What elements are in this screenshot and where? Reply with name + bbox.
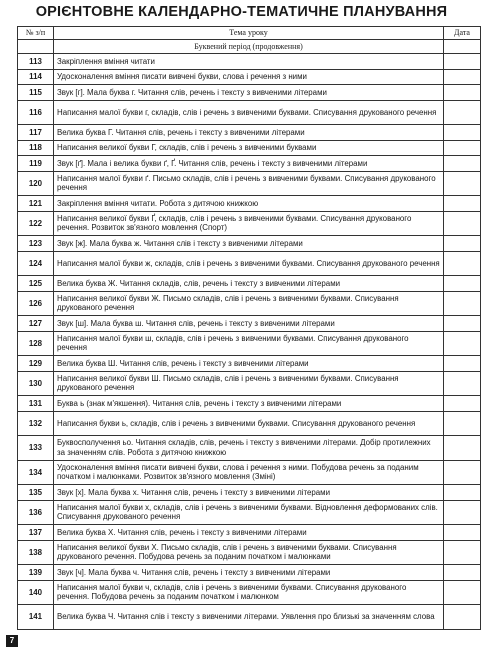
table-row [18, 54, 481, 70]
row-date[interactable] [444, 69, 481, 85]
row-date[interactable] [444, 316, 481, 332]
row-topic: Звук [ч]. Мала буква ч. Читання слів, речень і тексту з вивченими літерами [54, 565, 444, 581]
row-topic: Велика буква Ж. Читання складів, слів, речень і тексту з вивченими літерами [54, 276, 444, 292]
row-topic: Написання великої букви Ґ, складів, слів і речень з вивченими буквами. Списування друкованого речення. Розвиток зв'язного мовлення (Спорт) [54, 211, 444, 236]
row-date[interactable] [444, 411, 481, 436]
row-date[interactable] [444, 565, 481, 581]
col-header-topic: Тема уроку [54, 27, 444, 40]
table-row [18, 525, 481, 541]
table-row [18, 396, 481, 412]
row-number: 136 [18, 500, 54, 525]
row-topic: Велика буква Х. Читання слів, речень і тексту з вивченими літерами [54, 525, 444, 541]
row-date[interactable] [444, 236, 481, 252]
section-title: Буквений період (продовження) [54, 40, 444, 54]
row-date[interactable] [444, 211, 481, 236]
row-date[interactable] [444, 140, 481, 156]
row-date[interactable] [444, 100, 481, 125]
row-date[interactable] [444, 276, 481, 292]
row-topic: Велика буква Ш. Читання слів, речень і тексту з вивченими літерами [54, 356, 444, 372]
table-row [18, 331, 481, 356]
row-topic: Написання малої букви ж, складів, слів і речень з вивченими буквами. Списування друкованого речення [54, 251, 444, 276]
row-date[interactable] [444, 196, 481, 212]
row-date[interactable] [444, 580, 481, 605]
table-row [18, 565, 481, 581]
table-row [18, 316, 481, 332]
col-header-date: Дата [444, 27, 481, 40]
row-topic: Написання великої букви Ш. Письмо складів, слів і речень з вивченими буквами. Списування друкованого речення [54, 371, 444, 396]
row-number: 114 [18, 69, 54, 85]
row-date[interactable] [444, 291, 481, 316]
row-number: 123 [18, 236, 54, 252]
row-topic: Написання великої букви Ж. Письмо складів, слів і речень з вивченими буквами. Списування друкованого речення [54, 291, 444, 316]
table-row [18, 276, 481, 292]
table-row [18, 140, 481, 156]
row-number: 129 [18, 356, 54, 372]
row-number: 140 [18, 580, 54, 605]
table-row [18, 85, 481, 101]
row-topic: Буква ь (знак м'якшення). Читання слів, речень і тексту з вивченими літерами [54, 396, 444, 412]
section-row [18, 40, 481, 54]
row-number: 116 [18, 100, 54, 125]
page-title: ОРІЄНТОВНЕ КАЛЕНДАРНО-ТЕМАТИЧНЕ ПЛАНУВАННЯ [35, 4, 448, 20]
row-number: 118 [18, 140, 54, 156]
row-topic: Звук [ш]. Мала буква ш. Читання слів, речень і тексту з вивченими літерами [54, 316, 444, 332]
row-topic: Написання великої букви Х. Письмо складів, слів і речень з вивченими буквами. Списування друкованого речення. Побудова речень за поданим початком і малюнками [54, 540, 444, 565]
planning-table [17, 26, 481, 630]
row-topic: Написання малої букви х, складів, слів і речень з вивченими буквами. Відновлення деформованих слів. Списування друкованого речення [54, 500, 444, 525]
row-number: 137 [18, 525, 54, 541]
row-number: 141 [18, 605, 54, 630]
row-date[interactable] [444, 54, 481, 70]
row-topic: Написання букви ь, складів, слів і речень з вивченими буквами. Списування друкованого речення [54, 411, 444, 436]
table-row [18, 125, 481, 141]
row-number: 130 [18, 371, 54, 396]
table-row [18, 100, 481, 125]
page-number: 7 [6, 635, 18, 647]
row-number: 120 [18, 171, 54, 196]
row-date[interactable] [444, 436, 481, 461]
row-number: 139 [18, 565, 54, 581]
row-number: 121 [18, 196, 54, 212]
table-row [18, 171, 481, 196]
table-row [18, 460, 481, 485]
row-topic: Звук [ґ]. Мала і велика букви ґ, Ґ. Читання слів, речень і тексту з вивченими літерами [54, 156, 444, 172]
row-date[interactable] [444, 460, 481, 485]
row-topic: Буквосполучення ьо. Читання складів, слів, речень і тексту з вивченими літерами. Добір протилежних за значенням слів. Робота з дитячою книжкою [54, 436, 444, 461]
row-date[interactable] [444, 540, 481, 565]
row-number: 132 [18, 411, 54, 436]
row-date[interactable] [444, 171, 481, 196]
section-spacer [18, 40, 54, 54]
table-row [18, 580, 481, 605]
row-date[interactable] [444, 251, 481, 276]
table-row [18, 605, 481, 630]
row-topic: Написання малої букви ґ. Письмо складів, слів і речень з вивченими буквами. Списування друкованого речення [54, 171, 444, 196]
row-number: 133 [18, 436, 54, 461]
row-topic: Закріплення вміння читати. Робота з дитячою книжкою [54, 196, 444, 212]
row-date[interactable] [444, 356, 481, 372]
row-number: 122 [18, 211, 54, 236]
table-row [18, 211, 481, 236]
section-date [444, 40, 481, 54]
row-date[interactable] [444, 85, 481, 101]
row-number: 113 [18, 54, 54, 70]
row-date[interactable] [444, 371, 481, 396]
table-row [18, 69, 481, 85]
col-header-num: № з/п [18, 27, 54, 40]
row-number: 124 [18, 251, 54, 276]
row-number: 126 [18, 291, 54, 316]
row-date[interactable] [444, 485, 481, 501]
table-header-row [18, 27, 481, 40]
row-date[interactable] [444, 605, 481, 630]
row-number: 127 [18, 316, 54, 332]
row-date[interactable] [444, 500, 481, 525]
row-topic: Удосконалення вміння писати вивчені букви, слова і речення з ними. Побудова речень за поданим початком і малюнками. Розвиток зв'язного мовлення (Зміні) [54, 460, 444, 485]
table-row [18, 291, 481, 316]
row-topic: Написання малої букви ч, складів, слів і речень з вивченими буквами. Списування друкованого речення. Побудова речень за поданим початком і малюнком [54, 580, 444, 605]
table-row [18, 371, 481, 396]
table-row [18, 436, 481, 461]
row-topic: Велика буква Ч. Читання слів і тексту з вивченими літерами. Уявлення про близькі за значенням слова [54, 605, 444, 630]
row-topic: Написання малої букви ш, складів, слів і речень з вивченими буквами. Списування друкованого речення [54, 331, 444, 356]
row-number: 125 [18, 276, 54, 292]
row-number: 119 [18, 156, 54, 172]
row-topic: Закріплення вміння читати [54, 54, 444, 70]
row-topic: Велика буква Г. Читання слів, речень і тексту з вивченими літерами [54, 125, 444, 141]
table-row [18, 236, 481, 252]
row-number: 128 [18, 331, 54, 356]
row-topic: Написання великої букви Г, складів, слів і речень з вивченими буквами [54, 140, 444, 156]
row-topic: Удосконалення вміння писати вивчені букви, слова і речення з ними [54, 69, 444, 85]
row-date[interactable] [444, 396, 481, 412]
row-topic: Звук [ж]. Мала буква ж. Читання слів і тексту з вивченими літерами [54, 236, 444, 252]
row-date[interactable] [444, 331, 481, 356]
row-topic: Написання малої букви г, складів, слів і речень з вивченими буквами. Списування друкованого речення [54, 100, 444, 125]
row-number: 131 [18, 396, 54, 412]
table-row [18, 196, 481, 212]
table-row [18, 356, 481, 372]
table-row [18, 485, 481, 501]
table-row [18, 500, 481, 525]
table-row [18, 540, 481, 565]
row-number: 117 [18, 125, 54, 141]
row-date[interactable] [444, 525, 481, 541]
row-number: 115 [18, 85, 54, 101]
table-row [18, 251, 481, 276]
table-row [18, 156, 481, 172]
row-number: 138 [18, 540, 54, 565]
table-row [18, 411, 481, 436]
row-topic: Звук [г]. Мала буква г. Читання слів, речень і тексту з вивченими літерами [54, 85, 444, 101]
row-topic: Звук [х]. Мала буква х. Читання слів, речень і тексту з вивченими літерами [54, 485, 444, 501]
row-number: 134 [18, 460, 54, 485]
row-date[interactable] [444, 125, 481, 141]
row-number: 135 [18, 485, 54, 501]
row-date[interactable] [444, 156, 481, 172]
